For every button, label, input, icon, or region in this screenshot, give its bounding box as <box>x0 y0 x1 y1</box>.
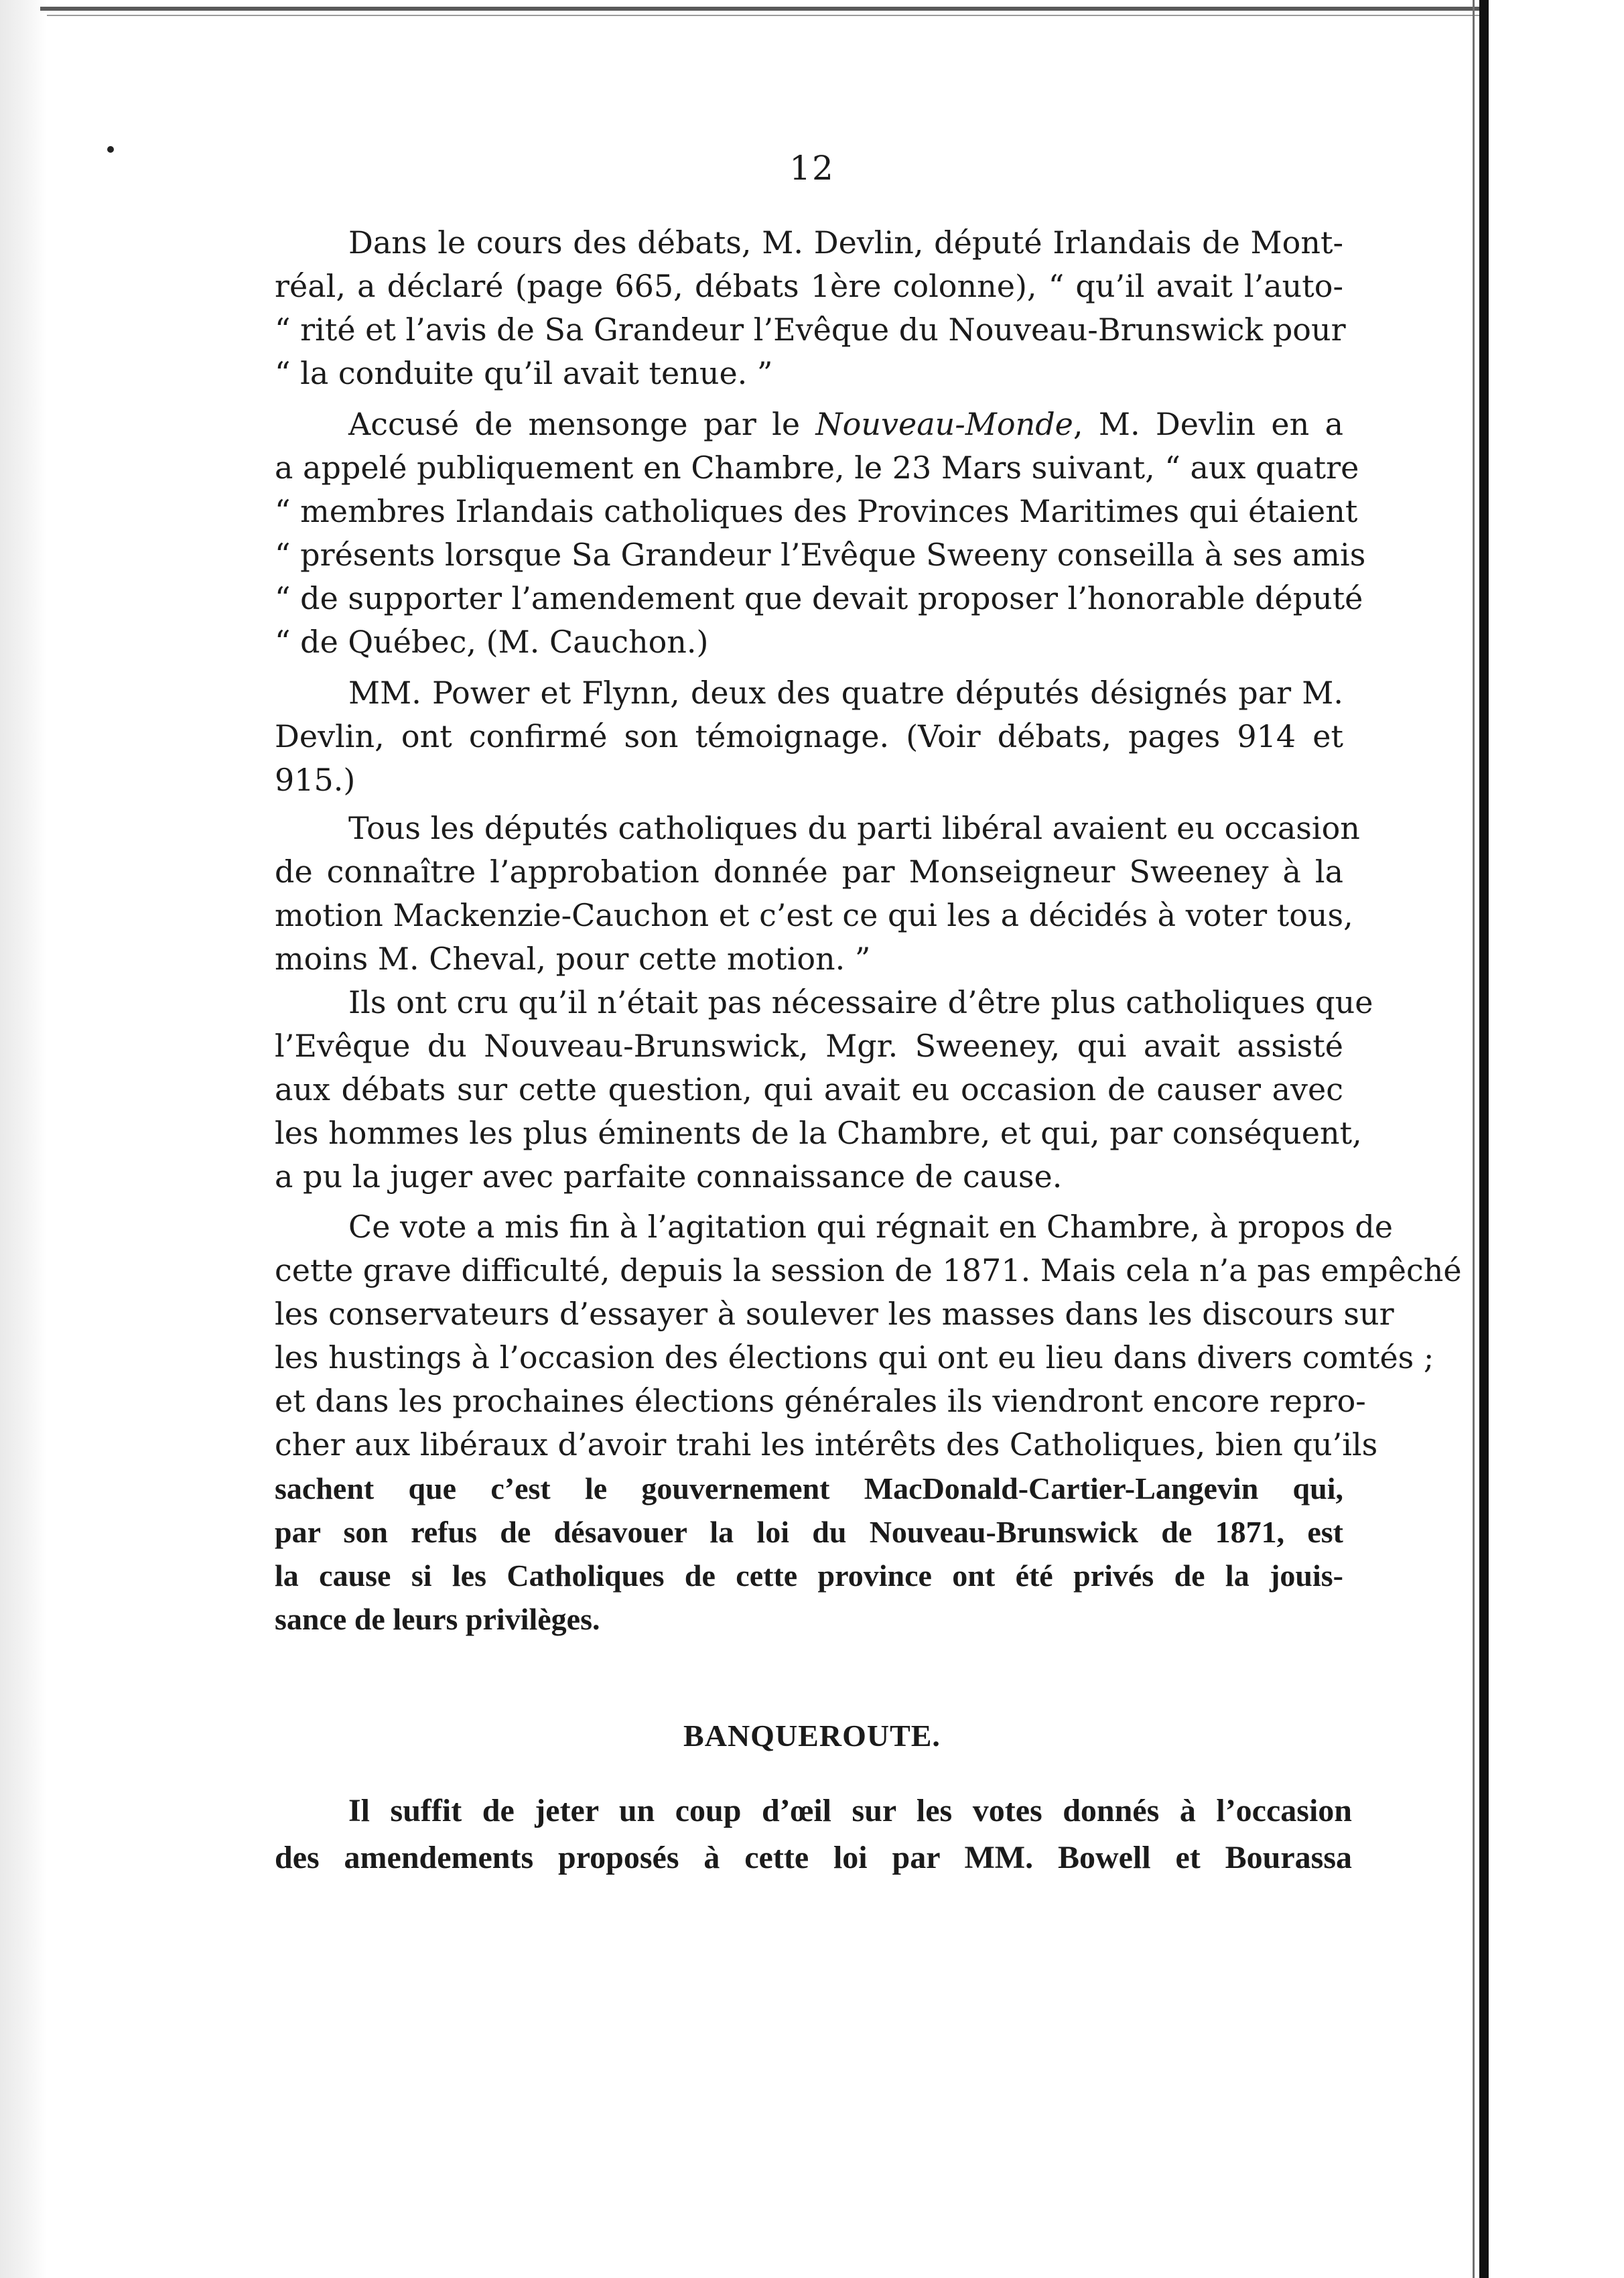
text-line: 915.) <box>275 762 356 798</box>
page-shadow-left <box>0 0 47 2278</box>
text-line: a appelé publiquement en Chambre, le 23 Mars suivant, “ aux quatre <box>275 450 1359 486</box>
paragraph-5 <box>275 981 1373 1199</box>
text-segment: , M. Devlin en a <box>1073 406 1343 442</box>
page-right-edge-thin <box>1473 0 1475 2278</box>
text-line: cher aux libéraux d’avoir trahi les intérêts des Catholiques, bien qu’ils <box>275 1426 1378 1463</box>
paragraph-4 <box>275 807 1360 981</box>
text-line: Il suffit de jeter un coup d’œil sur les votes donnés à l’occasion <box>348 1793 1352 1828</box>
text-line: moins M. Cheval, pour cette motion. ” <box>275 941 871 977</box>
text-line: motion Mackenzie-Cauchon et c’est ce qui les a décidés à voter tous, <box>275 897 1353 933</box>
text-line: l’Evêque du Nouveau-Brunswick, Mgr. Sweeney, qui avait assisté <box>275 1028 1343 1064</box>
text-line: “ la conduite qu’il avait tenue. ” <box>275 355 773 391</box>
paragraph-1 <box>275 221 1346 395</box>
newspaper-title: Nouveau-Monde <box>815 406 1073 442</box>
text-line: Ce vote a mis fin à l’agitation qui régnait en Chambre, à propos de <box>348 1209 1393 1245</box>
text-line: “ membres Irlandais catholiques des Provinces Maritimes qui étaient <box>275 493 1358 529</box>
page-number: 12 <box>789 149 835 188</box>
text-line: et dans les prochaines élections générales ils viendront encore repro- <box>275 1383 1366 1419</box>
section-body <box>275 1788 1352 1881</box>
text-line: Tous les députés catholiques du parti libéral avaient eu occasion <box>348 810 1360 846</box>
text-line: Devlin, ont confirmé son témoignage. (Voir débats, pages 914 et <box>275 718 1343 754</box>
text-line: les conservateurs d’essayer à soulever les masses dans les discours sur <box>275 1296 1394 1332</box>
paragraph-7 <box>275 1788 1352 1881</box>
paragraph-6 <box>275 1205 1462 1641</box>
text-line: “ présents lorsque Sa Grandeur l’Evêque Sweeny conseilla à ses amis <box>275 537 1366 573</box>
text-line: sachent que c’est le gouvernement MacDonald-Cartier-Langevin qui, <box>275 1471 1343 1505</box>
text-segment: Accusé de mensonge par le <box>348 406 816 442</box>
text-line: Ils ont cru qu’il n’était pas nécessaire d’être plus catholiques que <box>348 984 1373 1020</box>
text-line: de connaître l’approbation donnée par Monseigneur Sweeney à la <box>275 854 1343 890</box>
text-line: aux débats sur cette question, qui avait eu occasion de causer avec <box>275 1071 1343 1108</box>
text-line <box>275 403 1343 446</box>
text-line: la cause si les Catholiques de cette province ont été privés de la jouis- <box>275 1558 1343 1593</box>
page-right-edge <box>1479 0 1489 2278</box>
text-line: les hommes les plus éminents de la Chambre, et qui, par conséquent, <box>275 1115 1362 1151</box>
text-line: cette grave difficulté, depuis la session de 1871. Mais cela n’a pas empêché <box>275 1252 1462 1288</box>
page-top-edge <box>40 7 1487 11</box>
text-line: MM. Power et Flynn, deux des quatre députés désignés par M. <box>348 675 1343 711</box>
text-line: a pu la juger avec parfaite connaissance de cause. <box>275 1158 1063 1195</box>
text-line: des amendements proposés à cette loi par MM. Bowell et Bourassa <box>275 1840 1352 1875</box>
text-line: sance de leurs privilèges. <box>275 1602 600 1636</box>
text-line: réal, a déclaré (page 665, débats 1ère colonne), “ qu’il avait l’auto- <box>275 268 1343 304</box>
page-top-edge-thin <box>47 15 1481 16</box>
body-text <box>275 221 1462 1641</box>
text-line: “ de Québec, (M. Cauchon.) <box>275 624 709 660</box>
text-line: “ rité et l’avis de Sa Grandeur l’Evêque du Nouveau-Brunswick pour <box>275 312 1346 348</box>
text-line: les hustings à l’occasion des élections qui ont eu lieu dans divers comtés ; <box>275 1339 1434 1376</box>
paragraph-3 <box>275 671 1343 802</box>
text-line: Dans le cours des débats, M. Devlin, député Irlandais de Mont- <box>348 224 1343 261</box>
text-line: “ de supporter l’amendement que devait proposer l’honorable député <box>275 580 1363 616</box>
section-heading: BANQUEROUTE. <box>683 1719 941 1753</box>
paragraph-2 <box>275 403 1366 664</box>
adjacent-page-strip <box>1489 0 1624 2278</box>
text-line: par son refus de désavouer la loi du Nouveau-Brunswick de 1871, est <box>275 1515 1343 1549</box>
